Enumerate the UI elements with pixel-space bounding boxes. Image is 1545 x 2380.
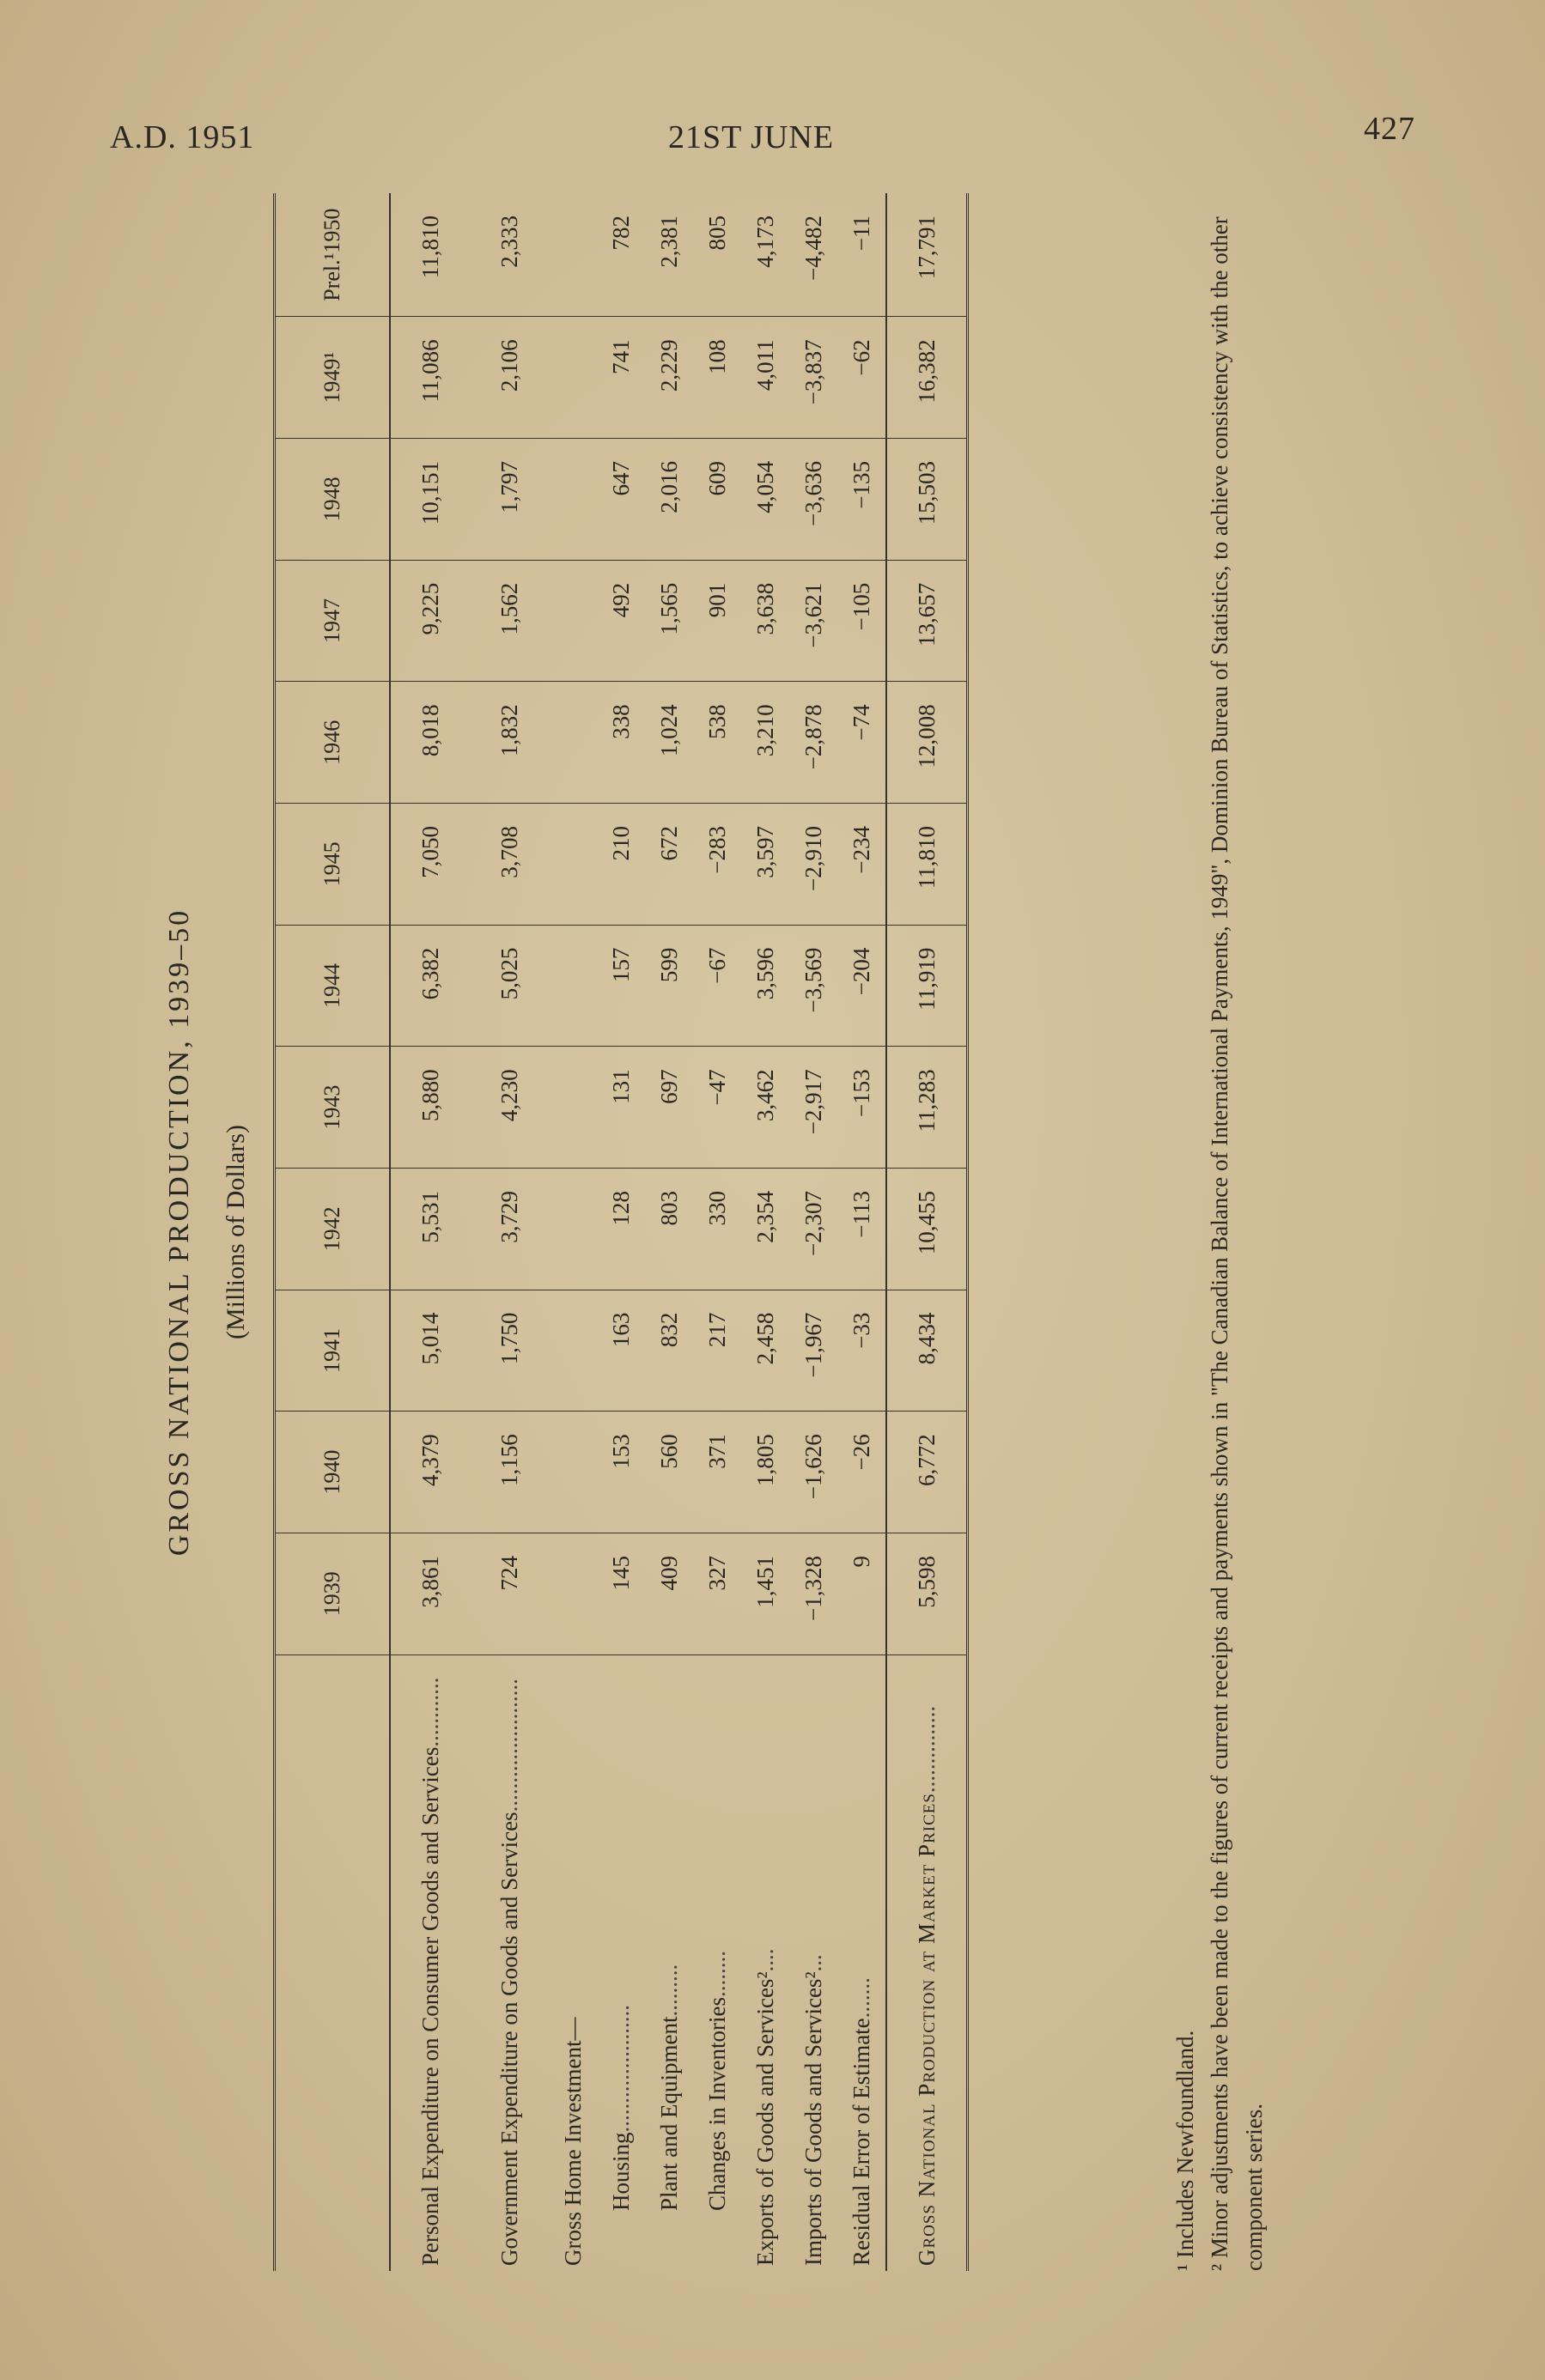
- table-row: [693, 193, 741, 2271]
- dot-leader: ...............: [913, 1705, 940, 1794]
- row-label-text: Changes in Inventories: [703, 1997, 730, 2211]
- row-label-text: Housing: [607, 2132, 634, 2211]
- page-header-title: 21ST JUNE: [668, 119, 835, 155]
- table-cell: [549, 804, 597, 926]
- table-cell: 210: [597, 804, 645, 926]
- rotated-table-block: [146, 193, 1288, 2271]
- dot-leader: .......................: [496, 1679, 522, 1812]
- table-cell: 805: [693, 193, 741, 317]
- table-cell: 8,018: [390, 682, 470, 804]
- table-header-row: [275, 193, 391, 2271]
- table-cell: [549, 439, 597, 561]
- table-cell: 13,657: [886, 560, 968, 682]
- table-cell: −2,878: [789, 682, 837, 804]
- row-label: [741, 1654, 789, 2271]
- table-cell: [549, 1412, 597, 1533]
- table-cell: 1,565: [645, 560, 693, 682]
- footnotes: [1168, 193, 1271, 2271]
- column-header: 1948: [275, 439, 391, 561]
- table-cell: [549, 193, 597, 317]
- table-body: [390, 193, 968, 2271]
- table-cell: 7,050: [390, 804, 470, 926]
- table-cell: 697: [645, 1047, 693, 1169]
- table-cell: 12,008: [886, 682, 968, 804]
- table-row: [390, 193, 470, 2271]
- table-cell: 741: [597, 317, 645, 439]
- table-cell: −26: [837, 1412, 886, 1533]
- table-cell: [549, 682, 597, 804]
- table-cell: 3,596: [741, 925, 789, 1047]
- table-cell: −33: [837, 1290, 886, 1412]
- table-cell: 3,462: [741, 1047, 789, 1169]
- table-cell: 5,880: [390, 1047, 470, 1169]
- table-row: [741, 193, 789, 2271]
- table-cell: 2,229: [645, 317, 693, 439]
- table-row: [597, 193, 645, 2271]
- table-cell: 901: [693, 560, 741, 682]
- table-cell: 3,708: [470, 804, 549, 926]
- row-label: [470, 1654, 549, 2271]
- table-cell: −4,482: [789, 193, 837, 317]
- table-cell: −62: [837, 317, 886, 439]
- table-cell: 4,054: [741, 439, 789, 561]
- table-cell: 560: [645, 1412, 693, 1533]
- table-cell: −3,569: [789, 925, 837, 1047]
- table-cell: −153: [837, 1047, 886, 1169]
- table-cell: 409: [645, 1533, 693, 1654]
- table-cell: [549, 1047, 597, 1169]
- table-cell: 6,382: [390, 925, 470, 1047]
- page-number: 427: [1364, 111, 1415, 147]
- table-cell: −3,837: [789, 317, 837, 439]
- table-cell: −1,626: [789, 1412, 837, 1533]
- column-header: 1946: [275, 682, 391, 804]
- row-label: [837, 1654, 886, 2271]
- table-cell: −1,328: [789, 1533, 837, 1654]
- row-label: [645, 1654, 693, 2271]
- table-cell: 2,354: [741, 1168, 789, 1290]
- table-cell: 4,379: [390, 1412, 470, 1533]
- table-row: [837, 193, 886, 2271]
- row-label-text: Gross National Production at Market Prices: [913, 1793, 940, 2266]
- table-cell: [549, 1290, 597, 1412]
- row-label-text: Government Expenditure on Goods and Services: [496, 1812, 522, 2266]
- table-cell: −3,636: [789, 439, 837, 561]
- table-cell: [549, 1533, 597, 1654]
- table-cell: −2,917: [789, 1047, 837, 1169]
- gnp-table: [273, 193, 969, 2271]
- table-cell: 3,638: [741, 560, 789, 682]
- table-cell: 128: [597, 1168, 645, 1290]
- table-cell: 1,562: [470, 560, 549, 682]
- table-row: [789, 193, 837, 2271]
- table-cell: [549, 1168, 597, 1290]
- table-cell: −113: [837, 1168, 886, 1290]
- table-cell: 17,791: [886, 193, 968, 317]
- column-header: 1944: [275, 925, 391, 1047]
- table-row: [470, 193, 549, 2271]
- column-header: 1945: [275, 804, 391, 926]
- table-cell: 11,810: [886, 804, 968, 926]
- table-cell: 4,173: [741, 193, 789, 317]
- table-title: GROSS NATIONAL PRODUCTION, 1939–50: [163, 908, 195, 1557]
- table-cell: 599: [645, 925, 693, 1047]
- table-cell: 1,832: [470, 682, 549, 804]
- table-cell: 108: [693, 317, 741, 439]
- table-cell: [549, 560, 597, 682]
- table-cell: 672: [645, 804, 693, 926]
- dot-leader: ....: [751, 1948, 778, 1972]
- table-cell: 538: [693, 682, 741, 804]
- table-cell: 11,810: [390, 193, 470, 317]
- table-cell: 371: [693, 1412, 741, 1533]
- table-cell: −3,621: [789, 560, 837, 682]
- row-label-text: Personal Expenditure on Consumer Goods and Services: [417, 1746, 443, 2266]
- table-cell: −1,967: [789, 1290, 837, 1412]
- dot-leader: .........: [655, 1964, 682, 2017]
- column-header: 1941: [275, 1290, 391, 1412]
- table-cell: 327: [693, 1533, 741, 1654]
- table-cell: 217: [693, 1290, 741, 1412]
- table-cell: 609: [693, 439, 741, 561]
- table-cell: 338: [597, 682, 645, 804]
- column-header: 1940: [275, 1412, 391, 1533]
- table-cell: 163: [597, 1290, 645, 1412]
- footnote-1: ¹ Includes Newfoundland.: [1172, 2030, 1198, 2271]
- table-cell: −234: [837, 804, 886, 926]
- table-row: [886, 193, 968, 2271]
- table-row: [645, 193, 693, 2271]
- table-cell: 3,861: [390, 1533, 470, 1654]
- table-cell: 3,729: [470, 1168, 549, 1290]
- dot-leader: ......................: [607, 2004, 634, 2133]
- table-cell: 6,772: [886, 1412, 968, 1533]
- table-cell: 9,225: [390, 560, 470, 682]
- table-cell: −204: [837, 925, 886, 1047]
- table-cell: 2,458: [741, 1290, 789, 1412]
- table-cell: 1,156: [470, 1412, 549, 1533]
- dot-leader: .......: [848, 1977, 874, 2019]
- table-cell: 2,333: [470, 193, 549, 317]
- table-cell: −67: [693, 925, 741, 1047]
- column-header: 1939: [275, 1533, 391, 1654]
- table-cell: 1,805: [741, 1412, 789, 1533]
- table-cell: 16,382: [886, 317, 968, 439]
- footnote-2: ² Minor adjustments have been made to the figures of current receipts and payments shown in "The Canadian Balance of International Payments, 1949", Dominion Bureau of Statistics, to achieve consistency with the other component series.: [1207, 216, 1267, 2271]
- table-cell: 11,919: [886, 925, 968, 1047]
- table-cell: −2,910: [789, 804, 837, 926]
- row-label-text: Residual Error of Estimate: [848, 2018, 874, 2266]
- row-label-text: Gross Home Investment—: [559, 2017, 586, 2266]
- table-cell: 5,598: [886, 1533, 968, 1654]
- table-cell: 1,797: [470, 439, 549, 561]
- table-cell: 2,381: [645, 193, 693, 317]
- table-cell: 724: [470, 1533, 549, 1654]
- table-cell: 131: [597, 1047, 645, 1169]
- table-cell: 1,024: [645, 682, 693, 804]
- table-cell: 153: [597, 1412, 645, 1533]
- table-cell: −11: [837, 193, 886, 317]
- table-cell: −74: [837, 682, 886, 804]
- table-cell: 3,210: [741, 682, 789, 804]
- table-cell: −2,307: [789, 1168, 837, 1290]
- row-label: [549, 1654, 597, 2271]
- table-cell: [549, 317, 597, 439]
- table-row: [549, 193, 597, 2271]
- column-header: 1943: [275, 1047, 391, 1169]
- dot-leader: ............: [417, 1677, 443, 1747]
- table-cell: 2,106: [470, 317, 549, 439]
- table-cell: 10,151: [390, 439, 470, 561]
- table-cell: 803: [645, 1168, 693, 1290]
- dot-leader: ...: [800, 1954, 826, 1972]
- table-cell: 145: [597, 1533, 645, 1654]
- table-cell: 782: [597, 193, 645, 317]
- row-label: [597, 1654, 645, 2271]
- table-cell: 1,750: [470, 1290, 549, 1412]
- dot-leader: ........: [703, 1951, 730, 1998]
- row-label: [390, 1654, 470, 2271]
- table-cell: −283: [693, 804, 741, 926]
- table-cell: −105: [837, 560, 886, 682]
- table-cell: 10,455: [886, 1168, 968, 1290]
- table-cell: 11,283: [886, 1047, 968, 1169]
- column-header: 1942: [275, 1168, 391, 1290]
- table-cell: 15,503: [886, 439, 968, 561]
- table-cell: 9: [837, 1533, 886, 1654]
- column-header: 1947: [275, 560, 391, 682]
- table-cell: 1,451: [741, 1533, 789, 1654]
- table-cell: 8,434: [886, 1290, 968, 1412]
- row-label: [886, 1654, 968, 2271]
- table-cell: −135: [837, 439, 886, 561]
- table-cell: 4,011: [741, 317, 789, 439]
- table-cell: [549, 925, 597, 1047]
- table-cell: 2,016: [645, 439, 693, 561]
- column-header: Prel.¹1950: [275, 193, 391, 317]
- table-cell: −47: [693, 1047, 741, 1169]
- table-cell: 5,025: [470, 925, 549, 1047]
- table-cell: 492: [597, 560, 645, 682]
- table-cell: 11,086: [390, 317, 470, 439]
- table-cell: 330: [693, 1168, 741, 1290]
- row-label: [789, 1654, 837, 2271]
- column-header: 1949¹: [275, 317, 391, 439]
- row-label-text: Exports of Goods and Services²: [751, 1971, 778, 2266]
- page-header-date: A.D. 1951: [110, 119, 255, 155]
- table-cell: 157: [597, 925, 645, 1047]
- table-cell: 647: [597, 439, 645, 561]
- table-cell: 3,597: [741, 804, 789, 926]
- table-cell: 4,230: [470, 1047, 549, 1169]
- row-label-text: Plant and Equipment: [655, 2016, 682, 2211]
- table-cell: 5,014: [390, 1290, 470, 1412]
- table-subtitle: (Millions of Dollars): [222, 1125, 250, 1339]
- row-label: [693, 1654, 741, 2271]
- table-cell: 832: [645, 1290, 693, 1412]
- table-cell: 5,531: [390, 1168, 470, 1290]
- row-label-text: Imports of Goods and Services²: [800, 1971, 826, 2266]
- table-header-label: [275, 1654, 391, 2271]
